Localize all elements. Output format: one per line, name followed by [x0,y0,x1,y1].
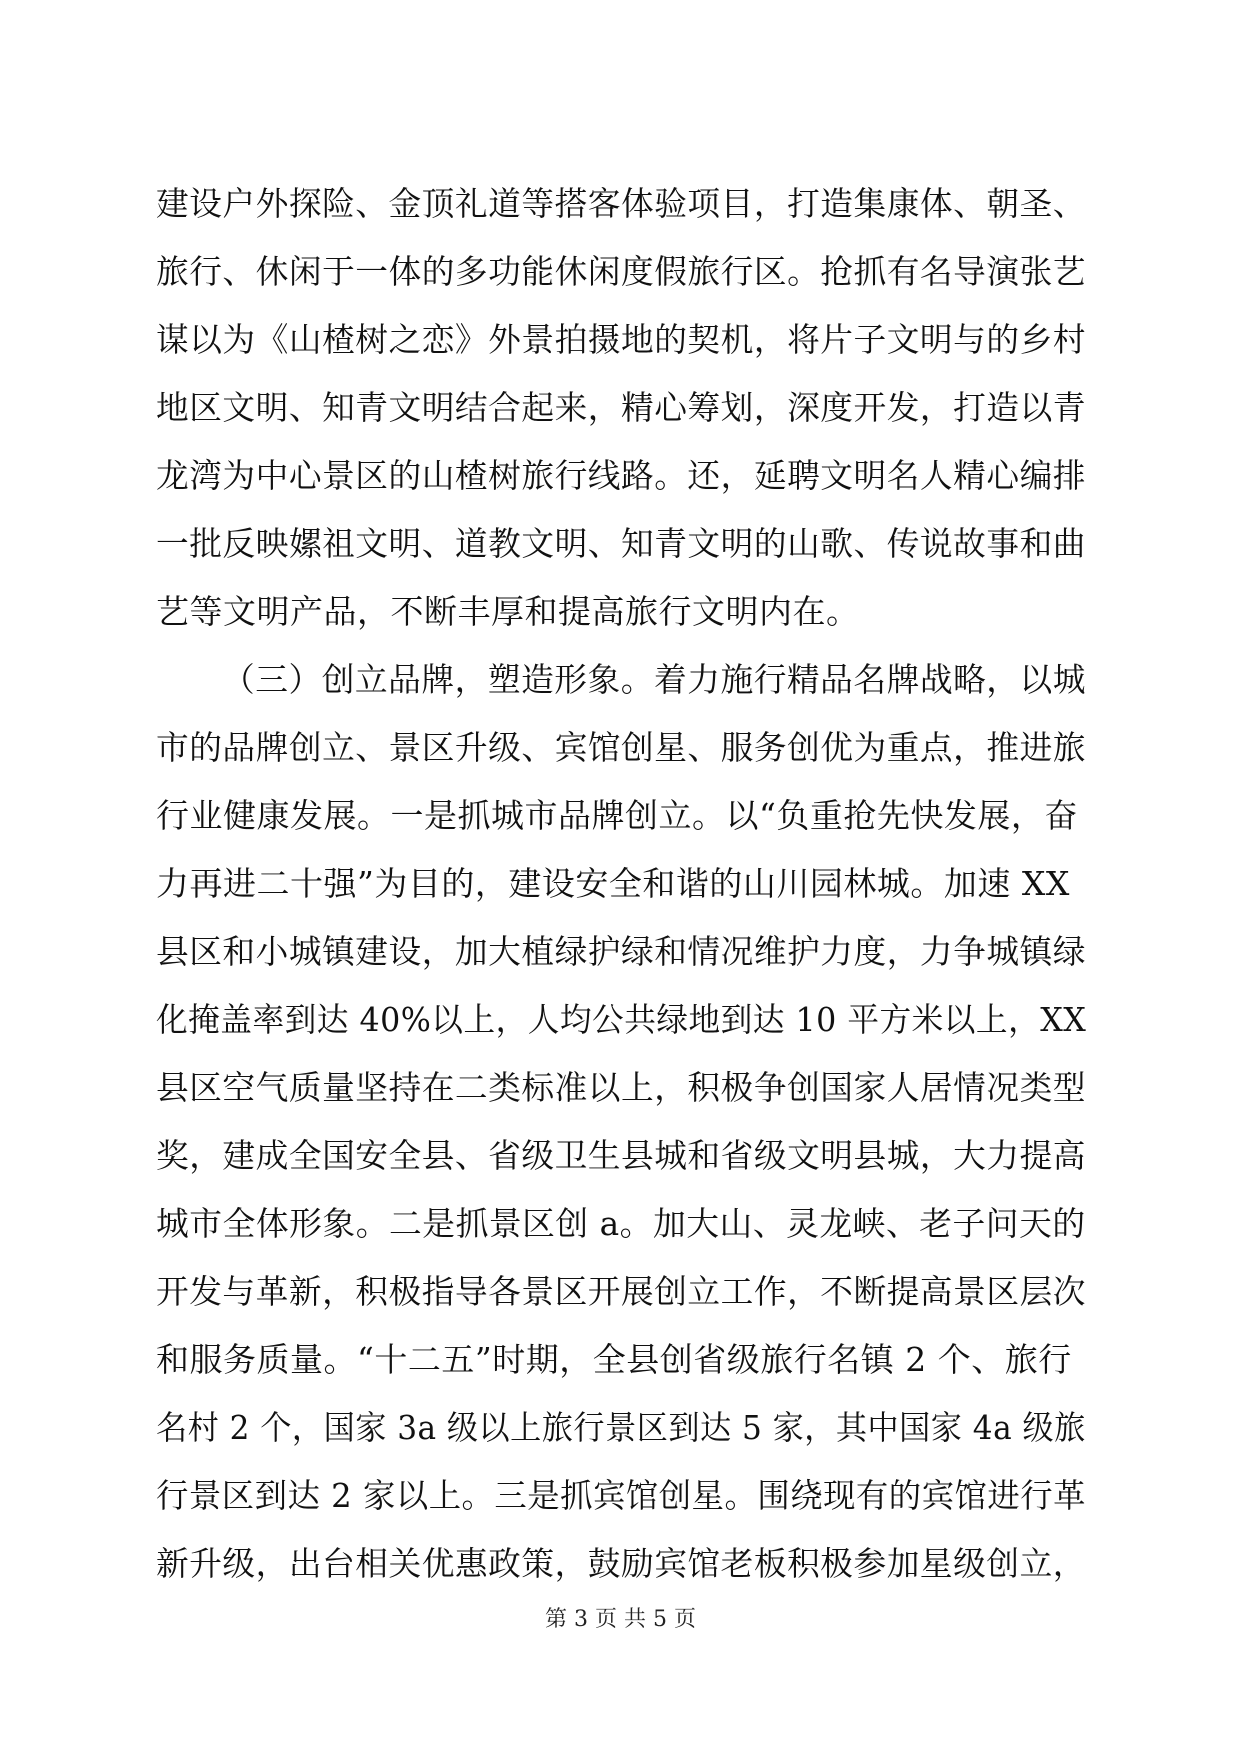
page-number-footer: 第 3 页 共 5 页 [545,1607,696,1632]
text-line: 行业健康发展。一是抓城市品牌创立。以“负重抢先快发展，奋 [156,796,1078,835]
text-line: 一批反映嫘祖文明、道教文明、知青文明的山歌、传说故事和曲 [156,524,1086,563]
text-line: 力再进二十强”为目的，建设安全和谐的山川园林城。加速 XX [156,864,1070,903]
text-line: 县区和小城镇建设，加大植绿护绿和情况维护力度，力争城镇绿 [156,932,1086,971]
text-line: 县区空气质量坚持在二类标准以上，积极争创国家人居情况类型 [156,1068,1086,1107]
text-line: 新升级，出台相关优惠政策，鼓励宾馆老板积极参加星级创立， [156,1544,1086,1583]
text-line: 名村 2 个，国家 3a 级以上旅行景区到达 5 家，其中国家 4a 级旅 [156,1408,1086,1447]
text-line: 行景区到达 2 家以上。三是抓宾馆创星。围绕现有的宾馆进行革 [156,1476,1086,1515]
text-line: 艺等文明产品，不断丰厚和提高旅行文明内在。 [156,592,860,631]
text-line: 地区文明、知青文明结合起来，精心筹划，深度开发，打造以青 [156,388,1086,427]
text-line: 开发与革新，积极指导各景区开展创立工作，不断提高景区层次 [156,1272,1086,1311]
text-line: 奖，建成全国安全县、省级卫生县城和省级文明县城，大力提高 [156,1136,1086,1175]
text-line: 城市全体形象。二是抓景区创 a。加大山、灵龙峡、老子问天的 [156,1204,1086,1243]
text-line: 市的品牌创立、景区升级、宾馆创星、服务创优为重点，推进旅 [156,728,1086,767]
section-heading-line: （三）创立品牌，塑造形象。着力施行精品名牌战略，以城 [222,660,1086,699]
text-line: 化掩盖率到达 40%以上，人均公共绿地到达 10 平方米以上，XX [156,1000,1087,1039]
text-line: 旅行、休闲于一体的多功能休闲度假旅行区。抢抓有名导演张艺 [156,252,1086,291]
text-line: 和服务质量。“十二五”时期，全县创省级旅行名镇 2 个、旅行 [156,1340,1072,1379]
text-line: 龙湾为中心景区的山楂树旅行线路。还，延聘文明名人精心编排 [156,456,1086,495]
text-line: 谋以为《山楂树之恋》外景拍摄地的契机，将片子文明与的乡村 [156,320,1086,359]
text-line: 建设户外探险、金顶礼道等搭客体验项目，打造集康体、朝圣、 [156,184,1086,223]
